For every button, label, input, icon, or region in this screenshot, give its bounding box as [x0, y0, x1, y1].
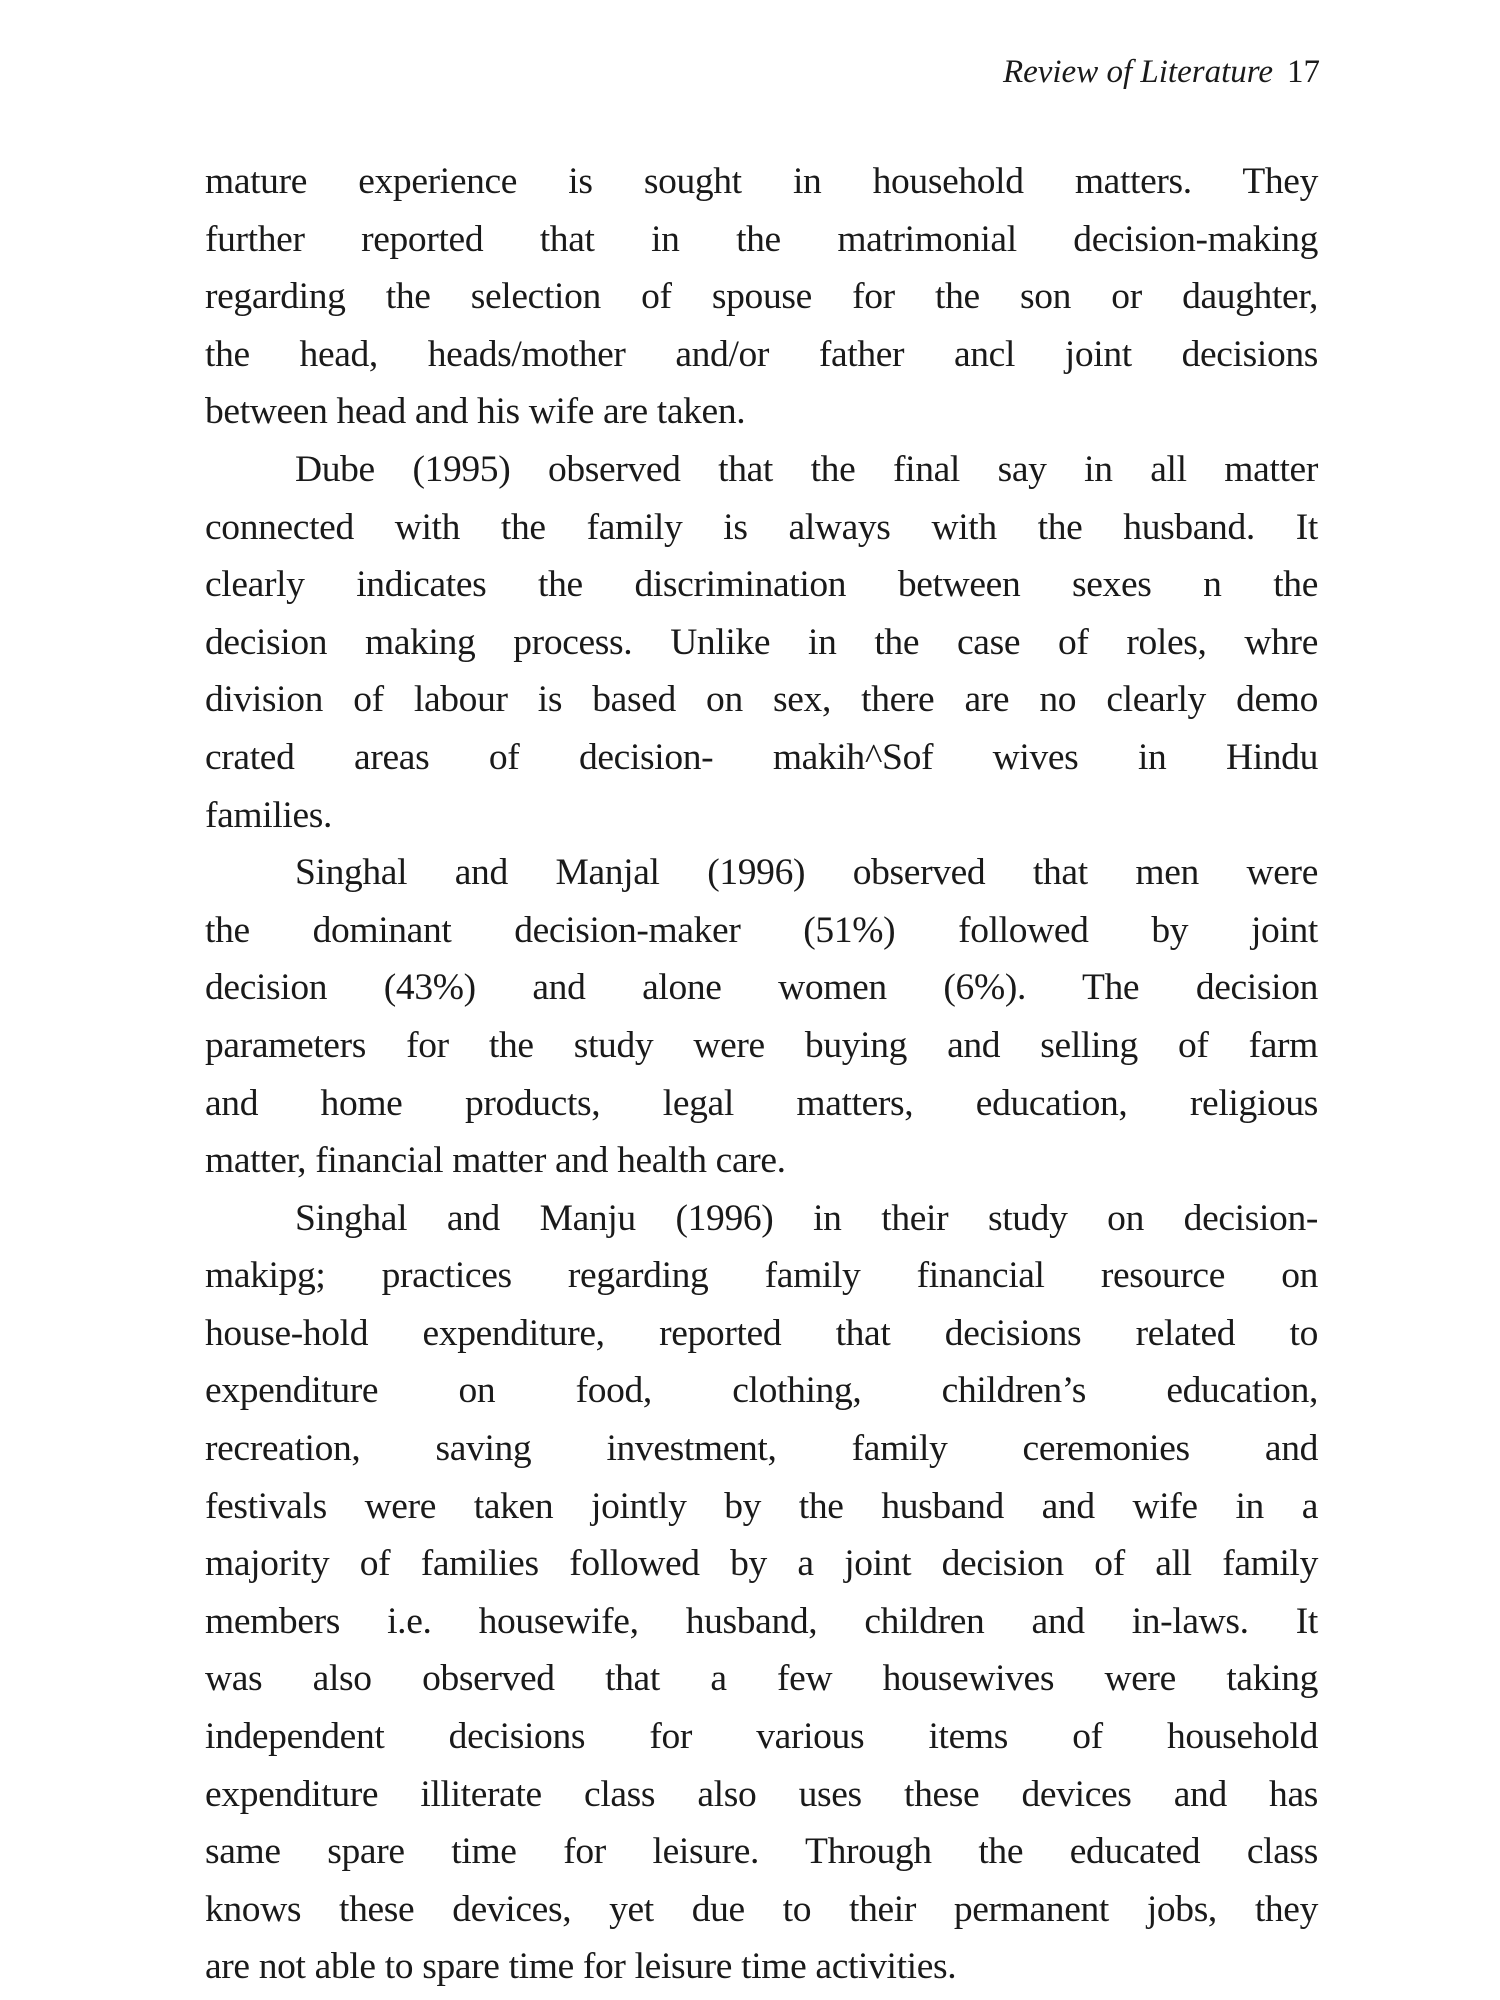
text-line: crated areas of decision- makih^Sof wives in Hindu — [205, 736, 1318, 778]
text-line: same spare time for leisure. Through the educated class — [205, 1831, 1318, 1873]
paragraph-continuation — [205, 153, 1318, 441]
text-line: regarding the selection of spouse for the son or daughter, — [205, 276, 1318, 318]
text-line: and home products, legal matters, education, religious — [205, 1082, 1318, 1124]
text-line: Singhal and Manjal (1996) observed that men were — [295, 852, 1318, 894]
running-head-title: Review of Literature — [1002, 54, 1273, 90]
text-line: decision making process. Unlike in the case of roles, whre — [205, 621, 1318, 663]
text-line: was also observed that a few housewives were taking — [205, 1658, 1318, 1700]
text-line: mature experience is sought in household matters. They — [205, 161, 1318, 202]
text-line: house-hold expenditure, reported that decisions related to — [205, 1312, 1318, 1354]
text-line: parameters for the study were buying and selling of farm — [205, 1024, 1318, 1066]
text-line: knows these devices, yet due to their permanent jobs, they — [205, 1888, 1318, 1930]
text-line: division of labour is based on sex, there are no clearly demo — [205, 679, 1318, 721]
text-line: members i.e. housewife, husband, children and in-laws. It — [205, 1600, 1318, 1642]
text-line: expenditure illiterate class also uses these devices and has — [205, 1773, 1318, 1815]
text-line: expenditure on food, clothing, children’s education, — [205, 1370, 1318, 1412]
text-line: the dominant decision-maker (51%) followed by joint — [205, 909, 1318, 951]
text-line: between head and his wife are taken. — [205, 391, 746, 433]
paragraph-dube-1995 — [205, 441, 1318, 844]
body-text — [205, 153, 1318, 1996]
text-line: majority of families followed by a joint decision of all family — [205, 1543, 1318, 1585]
page-number: 17 — [1287, 54, 1320, 90]
text-line: makipg; practices regarding family financial resource on — [205, 1255, 1318, 1297]
text-line: Dube (1995) observed that the final say in all matter — [295, 448, 1318, 490]
paragraph-singhal-manjal-1996 — [205, 844, 1318, 1190]
text-line: festivals were taken jointly by the husband and wife in a — [205, 1485, 1318, 1527]
text-line: further reported that in the matrimonial decision-making — [205, 218, 1318, 260]
text-line: decision (43%) and alone women (6%). The decision — [205, 967, 1318, 1009]
text-line: recreation, saving investment, family ceremonies and — [205, 1428, 1318, 1470]
text-line: families. — [205, 794, 333, 836]
text-line: Singhal and Manju (1996) in their study on decision- — [295, 1197, 1318, 1239]
text-line: the head, heads/mother and/or father ancl joint decisions — [205, 333, 1318, 375]
text-line: clearly indicates the discrimination between sexes n the — [205, 564, 1318, 606]
text-line: are not able to spare time for leisure time activities. — [205, 1946, 957, 1988]
text-line: connected with the family is always with the husband. It — [205, 506, 1318, 548]
text-line: matter, financial matter and health care. — [205, 1140, 786, 1182]
text-line: independent decisions for various items of household — [205, 1716, 1318, 1758]
paragraph-singhal-manju-1996 — [205, 1190, 1318, 1996]
running-head — [1003, 52, 1320, 92]
